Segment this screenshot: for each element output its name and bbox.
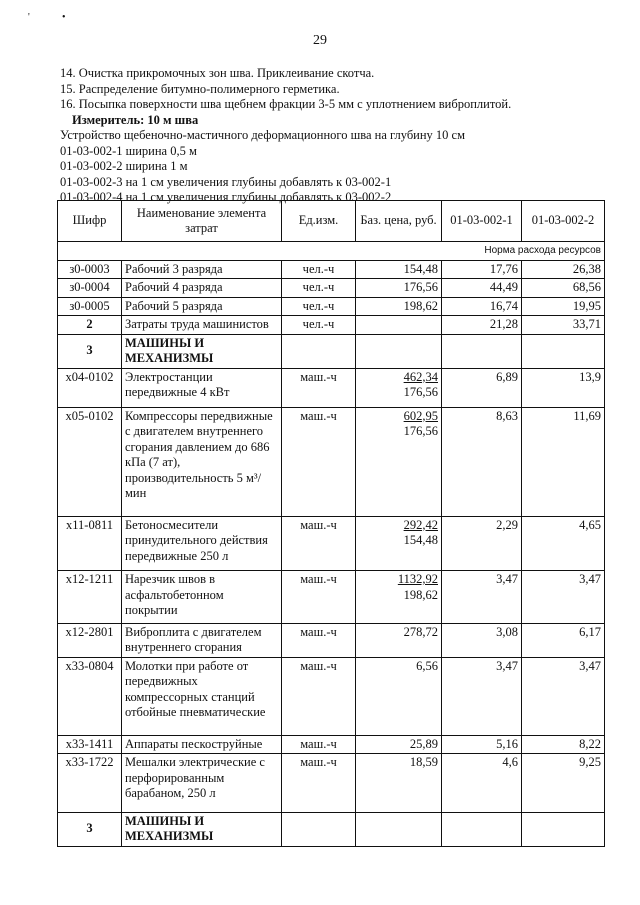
table-header-row [58, 201, 605, 242]
row-code: х33-1722 [58, 754, 122, 813]
row-price: 154,48 [356, 260, 442, 279]
row-unit: чел.-ч [282, 260, 356, 279]
row-unit: чел.-ч [282, 316, 356, 335]
row-name: Аппараты пескоструйные [122, 735, 282, 754]
table-row [58, 368, 605, 407]
header-code: Шифр [58, 201, 122, 242]
row-name: Нарезчик швов в асфальтобетонном покрытии [122, 571, 282, 624]
row-unit: маш.-ч [282, 571, 356, 624]
row-price: 198,62 [356, 297, 442, 316]
row-price-cell [356, 516, 442, 571]
row-name: Молотки при работе от передвижных компрессорных станций отбойные пневматические [122, 657, 282, 735]
intro-line: 15. Распределение битумно-полимерного герметика. [60, 81, 340, 96]
row-unit: чел.-ч [282, 279, 356, 298]
scan-mark: • [62, 12, 66, 23]
row-value-1: 3,08 [442, 623, 522, 657]
resource-table [57, 200, 605, 847]
table-row [58, 516, 605, 571]
row-price: 1132,92 [397, 572, 438, 586]
row-value-1: 21,28 [442, 316, 522, 335]
row-unit: маш.-ч [282, 368, 356, 407]
row-value-2: 3,47 [522, 657, 605, 735]
row-value-2: 4,65 [522, 516, 605, 571]
row-price-secondary: 154,48 [403, 533, 438, 547]
intro-text [60, 66, 620, 206]
row-price: 6,56 [356, 657, 442, 735]
header-name: Наименование элемента затрат [122, 201, 282, 242]
row-code: х11-0811 [58, 516, 122, 571]
scan-mark: ' [28, 12, 30, 23]
row-price-cell [356, 407, 442, 516]
table-row [58, 297, 605, 316]
header-col2: 01-03-002-2 [522, 201, 605, 242]
measure-unit: Измеритель: 10 м шва [72, 112, 199, 127]
row-price-secondary: 198,62 [403, 587, 438, 602]
table-row [58, 754, 605, 813]
desc-line: 01-03-002-1 ширина 0,5 м [60, 143, 197, 158]
desc-line: 01-03-002-3 на 1 см увеличения глубины добавлять к 03-002-1 [60, 174, 392, 189]
row-price: 278,72 [356, 623, 442, 657]
row-code: х33-0804 [58, 657, 122, 735]
row-value-2: 13,9 [522, 368, 605, 407]
section-row [58, 334, 605, 368]
row-code: з0-0004 [58, 279, 122, 298]
row-unit: маш.-ч [282, 407, 356, 516]
page-number: 29 [313, 33, 327, 48]
table-row [58, 735, 605, 754]
desc-line: 01-03-002-4 на 1 см увеличения глубины добавлять к 03-002-2 [60, 190, 392, 204]
header-col1: 01-03-002-1 [442, 201, 522, 242]
section-title: МАШИНЫ И МЕХАНИЗМЫ [122, 812, 282, 846]
section-code: 3 [58, 812, 122, 846]
table-row [58, 407, 605, 516]
intro-line: 14. Очистка прикромочных зон шва. Приклеивание скотча. [60, 66, 375, 80]
row-name: Рабочий 5 разряда [122, 297, 282, 316]
row-name: Виброплита с двигателем внутреннего сгорания [122, 623, 282, 657]
row-value-1: 17,76 [442, 260, 522, 279]
desc-line: Устройство щебеночно-мастичного деформационного шва на глубину 10 см [60, 128, 466, 142]
header-price: Баз. цена, руб. [356, 201, 442, 242]
row-value-2: 68,56 [522, 279, 605, 298]
row-unit: чел.-ч [282, 297, 356, 316]
row-value-2: 19,95 [522, 297, 605, 316]
norm-label: Норма расхода ресурсов [58, 242, 605, 261]
table-row [58, 316, 605, 335]
desc-line: 01-03-002-2 ширина 1 м [60, 159, 188, 173]
row-price: 602,95 [403, 408, 438, 423]
row-price: 176,56 [356, 279, 442, 298]
row-value-1: 2,29 [442, 516, 522, 571]
row-price: 462,34 [403, 369, 438, 384]
row-unit: маш.-ч [282, 735, 356, 754]
row-value-2: 6,17 [522, 623, 605, 657]
intro-line: 16. Посыпка поверхности шва щебнем фракции 3-5 мм с уплотнением виброплитой. [60, 97, 512, 111]
row-price: 18,59 [356, 754, 442, 813]
row-unit: маш.-ч [282, 657, 356, 735]
row-unit: маш.-ч [282, 516, 356, 571]
row-code: х05-0102 [58, 407, 122, 516]
table-row [58, 623, 605, 657]
row-code: х33-1411 [58, 735, 122, 754]
row-price-secondary: 176,56 [403, 385, 438, 399]
row-name: Мешалки электрические с перфорированным барабаном, 250 л [122, 754, 282, 813]
row-value-2: 3,47 [522, 571, 605, 624]
row-price-secondary: 176,56 [403, 424, 438, 438]
row-value-1: 44,49 [442, 279, 522, 298]
row-value-2: 11,69 [522, 407, 605, 516]
row-code: х12-1211 [58, 571, 122, 624]
section-title: МАШИНЫ И МЕХАНИЗМЫ [122, 334, 282, 368]
row-value-1: 3,47 [442, 657, 522, 735]
table-row [58, 657, 605, 735]
row-value-1: 8,63 [442, 407, 522, 516]
row-price-cell [356, 368, 442, 407]
row-unit: маш.-ч [282, 623, 356, 657]
row-name: Рабочий 3 разряда [122, 260, 282, 279]
table-row [58, 260, 605, 279]
row-name: Затраты труда машинистов [122, 316, 282, 335]
row-price: 292,42 [403, 517, 438, 532]
header-unit: Ед.изм. [282, 201, 356, 242]
row-unit: маш.-ч [282, 754, 356, 813]
row-price: 25,89 [356, 735, 442, 754]
table-row [58, 571, 605, 624]
section-code: 3 [58, 334, 122, 368]
norm-row [58, 242, 605, 261]
row-value-2: 33,71 [522, 316, 605, 335]
row-name: Рабочий 4 разряда [122, 279, 282, 298]
row-price-cell [356, 571, 442, 624]
row-name: Электростанции передвижные 4 кВт [122, 368, 282, 407]
row-name: Компрессоры передвижные с двигателем внутреннего сгорания давлением до 686 кПа (7 ат), производительность 5 м³/мин [122, 407, 282, 516]
row-code: 2 [58, 316, 122, 335]
row-price [356, 316, 442, 335]
row-value-1: 6,89 [442, 368, 522, 407]
section-row [58, 812, 605, 846]
row-code: х12-2801 [58, 623, 122, 657]
row-value-1: 3,47 [442, 571, 522, 624]
row-code: з0-0003 [58, 260, 122, 279]
table-row [58, 279, 605, 298]
row-value-1: 4,6 [442, 754, 522, 813]
row-value-2: 9,25 [522, 754, 605, 813]
row-code: з0-0005 [58, 297, 122, 316]
row-name: Бетоносмесители принудительного действия передвижные 250 л [122, 516, 282, 571]
row-code: х04-0102 [58, 368, 122, 407]
row-value-2: 26,38 [522, 260, 605, 279]
row-value-1: 16,74 [442, 297, 522, 316]
row-value-2: 8,22 [522, 735, 605, 754]
row-value-1: 5,16 [442, 735, 522, 754]
